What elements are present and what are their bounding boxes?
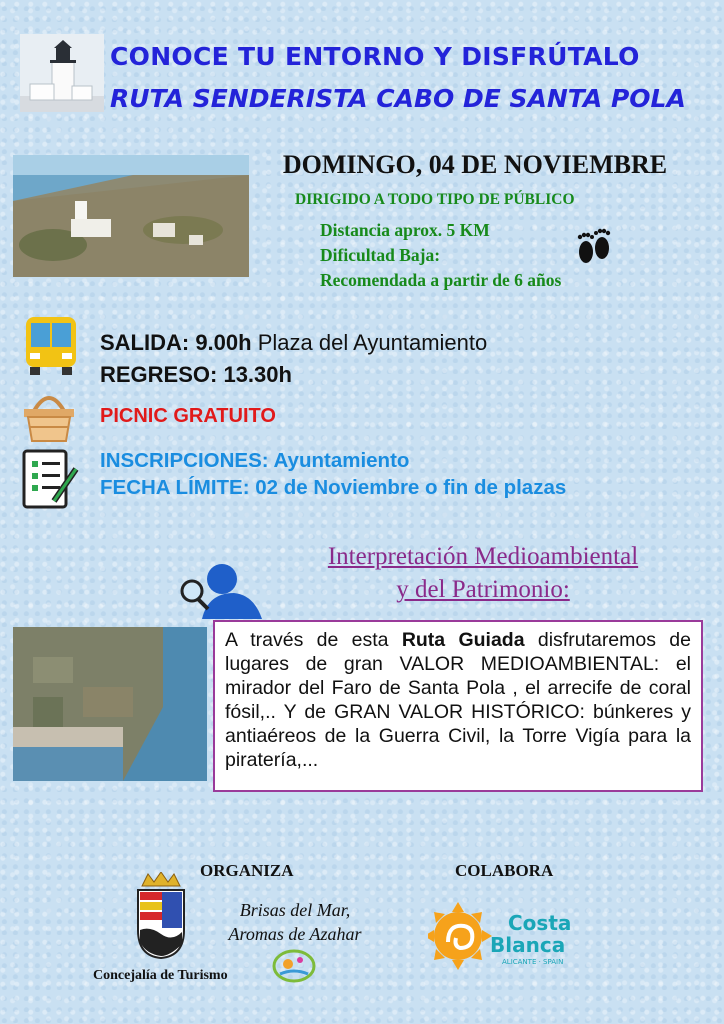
- costa-blanca-logo: [428, 900, 588, 970]
- brisas-slogan: Brisas del Mar, Aromas de Azahar: [228, 900, 362, 944]
- brisas-logo: [270, 948, 318, 984]
- bus-icon: [22, 315, 80, 377]
- alicante-spain-text: ALICANTE · SPAIN: [502, 958, 564, 966]
- section-heading-line1: Interpretación Medioambiental: [327, 543, 639, 570]
- distance-text: Distancia aprox. 5 KM: [320, 220, 490, 240]
- route-subtitle: RUTA SENDERISTA CABO DE SANTA POLA: [110, 84, 686, 113]
- event-date: DOMINGO, 04 DE NOVIEMBRE: [282, 150, 668, 179]
- registration-text: INSCRIPCIONES: Ayuntamiento: [100, 449, 410, 472]
- collaborator-heading: COLABORA: [455, 861, 554, 880]
- picnic-label: PICNIC GRATUITO: [100, 405, 276, 427]
- section-heading-line2: y del Patrimonio:: [396, 576, 570, 603]
- difficulty-text: Dificultad Baja:: [320, 245, 441, 265]
- footprints-icon: [574, 224, 614, 268]
- form-checklist-icon: [20, 447, 82, 513]
- departure-line: SALIDA: 9.00h Plaza del Ayuntamiento: [100, 330, 488, 355]
- main-title: CONOCE TU ENTORNO Y DISFRÚTALO: [110, 42, 640, 71]
- lighthouse-photo: [20, 34, 104, 112]
- route-description: A través de esta Ruta Guiada disfrutaremos de lugares de gran VALOR MEDIOAMBIENTAL: el mirador del Faro de Santa Pola , el arrecife de coral fósil,.. Y de GRAN VALOR HISTÓRICO: búnkeres y antiaéreos de la Guerra Civil, la Torre Vigía para la piratería,...: [225, 629, 691, 771]
- cape-aerial-photo: [13, 155, 249, 277]
- blanca-word: Blanca: [490, 933, 566, 957]
- organizer-heading: ORGANIZA: [200, 861, 294, 880]
- municipal-crest-logo: [134, 872, 188, 960]
- age-text: Recomendada a partir de 6 años: [320, 270, 562, 290]
- satellite-map-photo: [13, 627, 207, 781]
- person-magnifier-icon: [178, 563, 264, 619]
- deadline-text: FECHA LÍMITE: 02 de Noviembre o fin de plazas: [100, 476, 567, 499]
- costa-word: Costa: [508, 911, 572, 935]
- picnic-basket-icon: [20, 387, 78, 443]
- tourism-department-text: Concejalía de Turismo: [93, 968, 228, 983]
- audience-label: DIRIGIDO A TODO TIPO DE PÚBLICO: [295, 191, 575, 208]
- description-box: [213, 620, 703, 792]
- return-line: REGRESO: 13.30h: [100, 362, 292, 387]
